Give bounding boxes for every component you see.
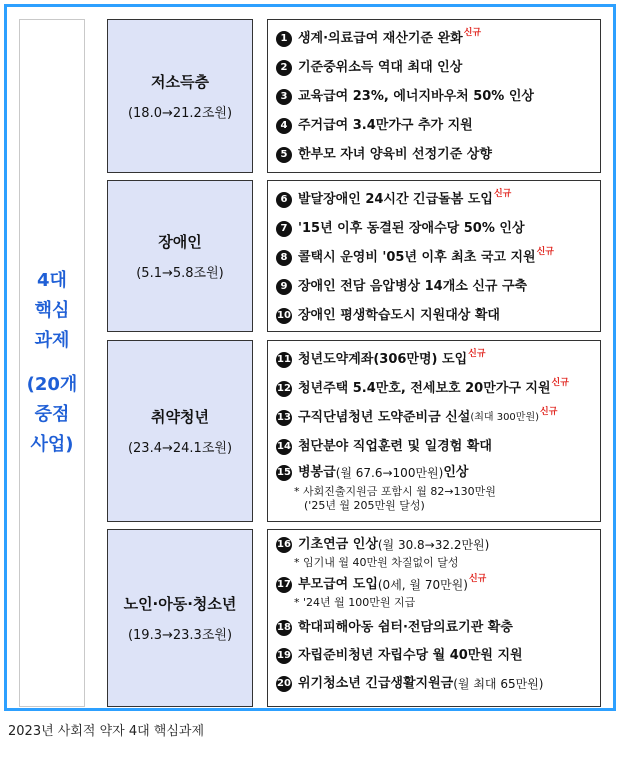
item-note: ('25년 월 205만원 달성) [304, 499, 425, 512]
list-item [276, 614, 594, 642]
side-label [19, 19, 85, 707]
category-name: 저소득층 [151, 73, 209, 91]
category-budget: (23.4→24.1조원) [127, 441, 233, 456]
item-number: 10 [276, 308, 292, 324]
item-text-after: 인상 [443, 465, 469, 480]
category-name: 취약청년 [151, 408, 209, 426]
list-item [276, 461, 594, 485]
list-item [276, 140, 594, 169]
item-text: 장애인 평생학습도시 지원대상 확대 [298, 307, 500, 323]
list-item [276, 243, 594, 272]
item-text: 교육급여 23%, 에너지바우처 50% 인상 [298, 88, 534, 104]
item-detail: (월 67.6→100만원) [335, 466, 444, 480]
item-text: 청년도약계좌(306만명) 도입 [298, 351, 468, 367]
list-item [276, 374, 594, 403]
list-item [276, 642, 594, 670]
list-item [276, 432, 594, 461]
item-number: 3 [276, 89, 292, 105]
item-note: * '24년 월 100만원 지급 [294, 596, 416, 609]
list-item [276, 301, 594, 330]
item-number: 8 [276, 250, 292, 266]
category-budget: (18.0→21.2조원) [127, 106, 233, 121]
item-number: 1 [276, 31, 292, 47]
item-number: 11 [276, 352, 292, 368]
item-text: 콜택시 운영비 '05년 이후 최초 국고 지원 [298, 249, 536, 265]
item-number: 18 [276, 620, 292, 636]
item-text: 학대피해아동 쉼터·전담의료기관 확충 [298, 620, 513, 635]
item-list [267, 529, 601, 707]
item-text: 한부모 자녀 양육비 선정기준 상향 [298, 146, 492, 162]
category-budget: (5.1→5.8조원) [136, 266, 224, 281]
item-text: 자립준비청년 자립수당 월 40만원 지원 [298, 648, 523, 663]
item-text: 장애인 전담 음압병상 14개소 신규 구축 [298, 278, 528, 294]
category-box [107, 529, 253, 707]
item-text: '15년 이후 동결된 장애수당 50% 인상 [298, 220, 525, 236]
item-number: 15 [276, 465, 292, 481]
new-badge: 신규 [551, 377, 569, 388]
item-text: 청년주택 5.4만호, 전세보호 20만가구 지원 [298, 380, 551, 396]
item-number: 13 [276, 410, 292, 426]
item-text: 위기청소년 긴급생활지원금 [298, 676, 454, 691]
item-number: 16 [276, 537, 292, 553]
list-item [276, 82, 594, 111]
item-detail: (최대 300만원) [470, 411, 540, 423]
group-vulnerable-youth [107, 340, 601, 522]
list-item [276, 214, 594, 243]
list-item [276, 53, 594, 82]
item-detail: (월 30.8→32.2만원) [377, 538, 490, 552]
item-text: 부모급여 도입 [298, 577, 378, 592]
list-item [276, 111, 594, 140]
item-number: 17 [276, 577, 292, 593]
new-badge: 신규 [463, 27, 482, 38]
category-box [107, 340, 253, 522]
list-item [276, 345, 594, 374]
side-label-line5: 중점 [34, 404, 70, 425]
item-text: 발달장애인 24시간 긴급돌봄 도입 [298, 191, 493, 207]
item-detail: (월 최대 65만원) [453, 677, 544, 691]
item-number: 14 [276, 439, 292, 455]
item-number: 2 [276, 60, 292, 76]
list-item [276, 185, 594, 214]
category-name: 장애인 [158, 233, 202, 251]
item-list [267, 340, 601, 522]
side-label-line3: 과제 [34, 330, 70, 351]
item-number: 12 [276, 381, 292, 397]
item-note: * 사회진출지원금 포함시 월 82→130만원 [294, 485, 496, 498]
item-number: 5 [276, 147, 292, 163]
list-item [276, 24, 594, 53]
item-number: 20 [276, 676, 292, 692]
item-text: 병봉급 [298, 465, 336, 480]
new-badge: 신규 [536, 246, 554, 257]
category-box [107, 19, 253, 173]
side-label-line6: 사업) [30, 434, 74, 455]
list-item [276, 670, 594, 698]
item-text: 주거급여 3.4만가구 추가 지원 [298, 117, 473, 133]
figure-caption: 2023년 사회적 약자 4대 핵심과제 [8, 724, 205, 739]
list-item [276, 574, 594, 596]
group-disabled [107, 180, 601, 332]
item-list [267, 19, 601, 173]
content-frame [4, 4, 616, 711]
group-low-income [107, 19, 601, 173]
item-note: * 임기내 월 40만원 차질없이 달성 [294, 556, 459, 569]
item-list [267, 180, 601, 332]
item-text: 생계·의료급여 재산기준 완화 [298, 30, 463, 46]
new-badge: 신규 [468, 348, 486, 359]
item-text: 기준중위소득 역대 최대 인상 [298, 59, 463, 75]
item-detail: (0세, 월 70만원) [377, 578, 468, 592]
side-label-line4: (20개 [26, 374, 78, 395]
item-text: 구직단념청년 도약준비금 신설 [298, 409, 471, 425]
category-budget: (19.3→23.3조원) [127, 628, 233, 643]
side-label-line1: 4대 [37, 270, 67, 291]
item-number: 7 [276, 221, 292, 237]
new-badge: 신규 [493, 188, 512, 199]
new-badge: 신규 [540, 406, 558, 417]
item-number: 9 [276, 279, 292, 295]
list-item [276, 534, 594, 556]
list-item [276, 272, 594, 301]
side-label-line2: 핵심 [34, 300, 70, 321]
item-number: 19 [276, 648, 292, 664]
group-elderly-children-youth [107, 529, 601, 707]
item-text: 첨단분야 직업훈련 및 일경험 확대 [298, 438, 492, 454]
new-badge: 신규 [468, 574, 487, 584]
category-box [107, 180, 253, 332]
list-item [276, 403, 594, 432]
category-name: 노인·아동·청소년 [123, 595, 237, 613]
item-number: 6 [276, 192, 292, 208]
item-number: 4 [276, 118, 292, 134]
item-text: 기초연금 인상 [298, 537, 378, 552]
